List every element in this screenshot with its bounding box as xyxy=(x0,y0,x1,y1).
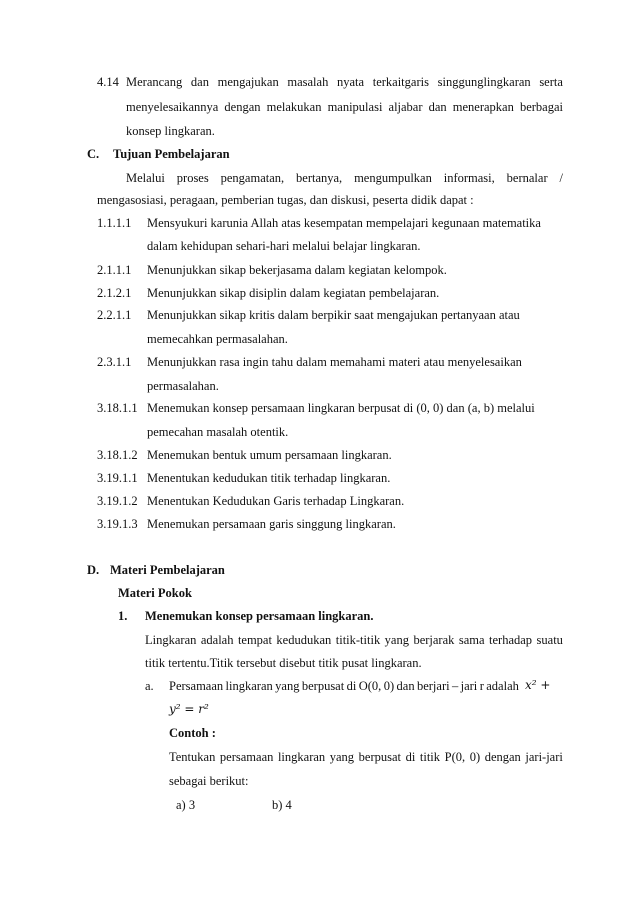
word: serta xyxy=(539,75,563,89)
word: Persamaan xyxy=(169,679,224,693)
objective-text: Menentukan kedudukan titik terhadap lingkaran. xyxy=(147,471,391,485)
section-c-paragraph-line-2: mengasosiasi, peragaan, pemberian tugas, dan diskusi, peserta didik dapat : xyxy=(97,193,474,207)
word: di xyxy=(405,750,416,764)
definition-line-2: titik tertentu.Titik tersebut disebut titik pusat lingkaran. xyxy=(145,656,422,670)
word: 0) xyxy=(383,679,395,693)
objective-text-continued: pemecahan masalah otentik. xyxy=(147,425,289,439)
objective-number: 2.1.1.1 xyxy=(97,263,132,277)
sub-a-line-1 xyxy=(169,680,519,693)
word: kedudukan xyxy=(276,633,332,647)
word: yang xyxy=(384,633,409,647)
objective-text: Menunjukkan sikap disiplin dalam kegiatan pembelajaran. xyxy=(147,286,440,300)
definition-line-1 xyxy=(145,634,563,647)
word: mengumpulkan xyxy=(354,171,432,185)
word: lingkaran xyxy=(225,679,273,693)
word: Lingkaran xyxy=(145,633,197,647)
word: nyata xyxy=(336,75,365,89)
word: dan xyxy=(396,679,415,693)
item-4-14-line-3: konsep lingkaran. xyxy=(126,124,215,138)
example-line-1 xyxy=(169,751,563,764)
objective-text: Menentukan Kedudukan Garis terhadap Lingkaran. xyxy=(147,494,405,508)
section-c-letter: C. xyxy=(87,147,100,161)
word: – xyxy=(451,679,459,693)
objective-number: 2.1.2.1 xyxy=(97,286,132,300)
word: terkaitgaris xyxy=(372,75,429,89)
objective-text: Menemukan bentuk umum persamaan lingkaran. xyxy=(147,448,392,462)
word: singgunglingkaran xyxy=(437,75,531,89)
objective-text: Menemukan konsep persamaan lingkaran berpusat di (0, 0) dan (a, b) melalui xyxy=(147,401,535,415)
objective-text: Mensyukuri karunia Allah atas kesempatan mempelajari kegunaan matematika xyxy=(147,216,541,230)
sub-a-letter: a. xyxy=(145,679,154,693)
section-d-letter: D. xyxy=(87,563,100,577)
word: titik-titik xyxy=(335,633,381,647)
word: berpusat xyxy=(301,679,345,693)
word: terhadap xyxy=(489,633,533,647)
objective-number: 3.19.1.2 xyxy=(97,494,138,508)
word: menyelesaikannya xyxy=(126,100,219,114)
word: berjari xyxy=(416,679,450,693)
item-4-14-line-2 xyxy=(126,101,563,114)
word: lingkaran xyxy=(277,750,326,764)
section-c-paragraph-line-1 xyxy=(126,172,563,185)
word: Merancang xyxy=(126,75,183,89)
word: pengamatan, xyxy=(220,171,285,185)
word: bertanya, xyxy=(296,171,343,185)
word: yang xyxy=(329,750,355,764)
word: tempat xyxy=(237,633,272,647)
word: dan xyxy=(190,75,209,89)
example-option-a: a) 3 xyxy=(176,798,196,812)
section-c-title: Tujuan Pembelajaran xyxy=(113,147,230,161)
point-title: Menemukan konsep persamaan lingkaran. xyxy=(145,609,374,623)
objective-text: Menunjukkan sikap bekerjasama dalam kegiatan kelompok. xyxy=(147,263,447,277)
equation-part-2: y² = r² xyxy=(169,702,209,716)
word: bernalar xyxy=(506,171,548,185)
word: r xyxy=(479,679,484,693)
item-4-14-line-1 xyxy=(126,76,563,89)
word: suatu xyxy=(536,633,563,647)
objective-number: 3.19.1.1 xyxy=(97,471,138,485)
word: informasi, xyxy=(443,171,495,185)
word: melakukan xyxy=(266,100,322,114)
objective-text: Menunjukkan rasa ingin tahu dalam memahami materi atau menyelesaikan xyxy=(147,355,522,369)
word: dan xyxy=(428,100,447,114)
word: aljabar xyxy=(388,100,423,114)
objective-number: 2.2.1.1 xyxy=(97,308,132,322)
word: menerapkan xyxy=(452,100,514,114)
word: jari-jari xyxy=(525,750,563,764)
word: adalah xyxy=(200,633,234,647)
example-option-b: b) 4 xyxy=(272,798,292,812)
word: yang xyxy=(275,679,300,693)
objective-number: 2.3.1.1 xyxy=(97,355,132,369)
word: dengan xyxy=(484,750,521,764)
objective-text-continued: memecahkan permasalahan. xyxy=(147,332,288,346)
word: adalah xyxy=(486,679,519,693)
word: masalah xyxy=(287,75,329,89)
word: berjarak xyxy=(413,633,455,647)
objective-text-continued: dalam kehidupan sehari-hari melalui belajar lingkaran. xyxy=(147,239,421,253)
word: mengajukan xyxy=(217,75,279,89)
word: Tentukan xyxy=(169,750,216,764)
objective-number: 3.19.1.3 xyxy=(97,517,138,531)
word: P(0, xyxy=(444,750,466,764)
word: berbagai xyxy=(519,100,563,114)
objective-text-continued: permasalahan. xyxy=(147,379,219,393)
objective-number: 3.18.1.2 xyxy=(97,448,138,462)
section-d-title: Materi Pembelajaran xyxy=(110,563,225,577)
section-d-subtitle: Materi Pokok xyxy=(118,586,192,600)
point-number: 1. xyxy=(118,609,128,623)
equation-part-1: x² + xyxy=(525,678,551,692)
objective-number: 3.18.1.1 xyxy=(97,401,138,415)
word: proses xyxy=(176,171,209,185)
word: titik xyxy=(419,750,441,764)
word: / xyxy=(559,171,563,185)
word: jari xyxy=(460,679,478,693)
objective-text: Menunjukkan sikap kritis dalam berpikir saat mengajukan pertanyaan atau xyxy=(147,308,520,322)
item-number-4-14: 4.14 xyxy=(97,75,119,89)
objective-text: Menemukan persamaan garis singgung lingkaran. xyxy=(147,517,396,531)
word: dengan xyxy=(224,100,261,114)
word: Melalui xyxy=(126,171,165,185)
example-line-2: sebagai berikut: xyxy=(169,774,249,788)
word: sama xyxy=(458,633,485,647)
objective-number: 1.1.1.1 xyxy=(97,216,132,230)
example-label: Contoh : xyxy=(169,726,216,740)
word: di xyxy=(346,679,357,693)
word: berpusat xyxy=(358,750,401,764)
word: O(0, xyxy=(358,679,382,693)
word: 0) xyxy=(469,750,481,764)
word: manipulasi xyxy=(327,100,383,114)
word: persamaan xyxy=(219,750,274,764)
